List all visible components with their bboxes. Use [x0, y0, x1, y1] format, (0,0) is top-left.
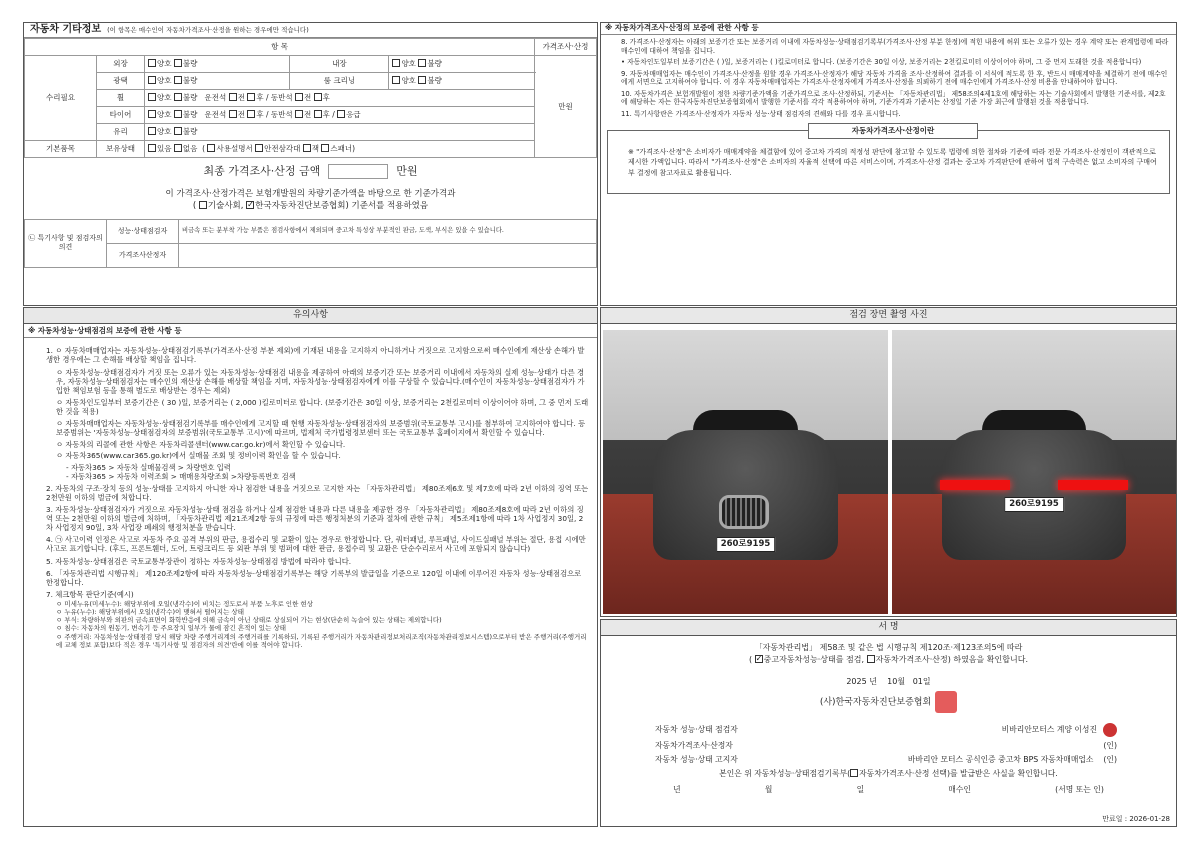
- final-amount-label: 최종 가격조사·산정 금액: [203, 164, 321, 178]
- wheel-rear-checkbox[interactable]: [247, 93, 255, 101]
- guarantee-item: 9. 자동차매매업자는 매수인이 가격조사·산정을 원할 경우 가격조사·산정자가 해당 자동차 가격을 조사·산정하여 결과를 이 서식에 적도록 한 후, 반드시 매매계약을 체결하기 전에 매수인에게 서면으로 고지하여야 합니다. 이 경우 자동차매매업자는 가격조사·산정자에게 가격조사·산정을 의뢰하기 전에 매수인에게 가격조사·산정 비용을 안내하여야 합니다.: [621, 69, 1168, 87]
- caution-item: - 자동차365 > 자동차 실매물검색 > 차량번호 입력: [66, 462, 231, 472]
- photo-header: 점검 장면 촬영 사진: [601, 308, 1176, 324]
- buyer-sign-row: 년 월 일 매수인 (서명 또는 인): [673, 784, 1104, 794]
- front-photo: [603, 330, 888, 614]
- interior-good-checkbox[interactable]: [392, 59, 400, 67]
- tire-label: 타이어: [97, 107, 145, 124]
- signature-panel: [600, 619, 1177, 827]
- glass-label: 유리: [97, 124, 145, 141]
- guarantee-list: [607, 38, 1170, 118]
- definition-title: 자동차가격조사·산정이란: [808, 123, 978, 138]
- buyer-confirm: 본인은 위 자동차성능·상태점검기록부( 자동차가격조사·산정 선택)를 발급받은 사실을 확인합니다.: [719, 769, 1058, 779]
- caution-item: 7. 체크항목 판단기준(예시): [46, 589, 134, 599]
- gloss-label: 광택: [97, 73, 145, 90]
- etc-info-title-row: [24, 23, 597, 38]
- car-rear-body: [942, 430, 1126, 560]
- caution-item: 4. ㉠ 사고이력 인정은 사고로 자동차 주요 골격 부위의 판금, 용접수리 및 교환이 있는 경우로 한정합니다. 단, 쿼터패널, 루프패널, 사이드실패널 부위는 절단, 용접 시에만 사고로 표기합니다. (후드, 프론트휀더, 도어, 트렁크리드 등 외판 부위 및 범퍼에 대한 판금, 용접수리 및 교환은 단순수리로서 사고에 포함되지 않습니다): [46, 535, 586, 554]
- etc-info-note: (이 항목은 매수인이 자동차가격조사·산정을 원하는 경우에만 적습니다): [107, 25, 309, 34]
- caution-item: 1. ㅇ 자동차매매업자는 자동차성능·상태점검기록부(가격조사·산정 부분 제외)에 기재된 내용을 고지하지 아니하거나 거짓으로 고지함으로써 매수인에게 재산상 손해가 발생한 경우에는 그 손해를 배상할 책임을 집니다.: [46, 346, 585, 365]
- wheel-front-checkbox[interactable]: [229, 93, 237, 101]
- wheel-good-checkbox[interactable]: [148, 93, 156, 101]
- guarantee-item: 8. 가격조사·산정자는 아래의 보증기간 또는 보증거리 이내에 자동차성능·상태점검기록부(가격조사·산정 부분 한정)에 적힌 내용에 허위 또는 오류가 있는 경우 계약 또는 관계법령에 따라 매수인에 대하여 책임을 집니다.: [621, 38, 1169, 55]
- tire-spare-checkbox[interactable]: [337, 110, 345, 118]
- kidney-grille-icon: [719, 495, 769, 529]
- caution-header: 유의사항: [24, 308, 597, 324]
- issue-date: 2025 년 10월 01일: [846, 677, 931, 687]
- signer-row: 자동차가격조사·산정자 (인): [655, 741, 1117, 751]
- caution-item: ㅇ 자동차매매업자는 자동차성능·상태점검기록부를 매수인에게 고지할 때 현행 자동차성능·상태점검자의 보증범위(국토교통부 고시)를 첨부하여 고지하여야 합니다. 등 보증범위는 '자동차성능·상태점검자의 보증범위(국토교통부 고시)'에 따르며, 법제처 국가법령정보센터 또는 국토교통부 홈페이지에서 확인할 수 있습니다.: [56, 419, 586, 438]
- wheel-passenger-rear-checkbox[interactable]: [314, 93, 322, 101]
- check-performance-checkbox[interactable]: [755, 655, 763, 663]
- opinion-label: ㉡ 특기사항 및 점검자의 의견: [25, 219, 107, 267]
- tire-front-checkbox[interactable]: [229, 110, 237, 118]
- signer-row: 자동차 성능·상태 고지자 바바리안 모터스 공식인증 중고차 BPS 자동차매매업소 (인): [655, 755, 1117, 765]
- signer-table: [651, 721, 1121, 767]
- caution-item: 3. 자동차성능·상태점검자가 거짓으로 자동차성능·상태 점검을 하거나 실제 점검한 내용과 다른 내용을 제공한 경우 「자동차관리법」 제80조제8호에 따라 2년 이하의 징역 또는 2천만원 이하의 벌금에 처하며, 「자동차관리법 제21조제2항 등의 규정에 따른 행정처분의 기준과 절차에 관한 규칙」 제5조제1항에 따라 1차 사업정지 30일, 2차 사업정지 90일, 3차 사업장 폐쇄의 행정처분을 받습니다.: [46, 505, 584, 533]
- caution-item: - 자동차365 > 자동차 이력조회 > 매매용차량조회 >차량등록번호 검색: [66, 471, 296, 481]
- glass-bad-checkbox[interactable]: [174, 127, 182, 135]
- caution-panel: [23, 307, 598, 827]
- tire-good-checkbox[interactable]: [148, 110, 156, 118]
- final-amount-input[interactable]: [328, 164, 388, 179]
- left-taillight-icon: [940, 480, 1010, 490]
- caution-item: ㅇ 미세누유(미세누수): 해당부위에 오일(냉각수)이 비치는 정도로서 부품 노후로 인한 현상: [56, 600, 313, 608]
- confirm-price-checkbox[interactable]: [850, 769, 858, 777]
- tire-rear-checkbox[interactable]: [247, 110, 255, 118]
- gloss-good-checkbox[interactable]: [148, 76, 156, 84]
- etc-info-panel: [23, 22, 598, 306]
- exterior-options: 양호 불량: [145, 56, 290, 73]
- col-item-header: 항 목: [25, 39, 535, 56]
- law-statement: 「자동차관리법」 제58조 및 같은 법 시행규칙 제120조·제123조의5에 따라 ( ✓중고자동차성능·상태를 점검, 자동차가격조사·산정) 하였음을 확인합니다.: [601, 642, 1176, 665]
- exterior-bad-checkbox[interactable]: [174, 59, 182, 67]
- none-checkbox[interactable]: [174, 144, 182, 152]
- wheel-bad-checkbox[interactable]: [174, 93, 182, 101]
- caution-item: ㅇ 주행거리: 자동차성능·상태점검 당시 해당 차량 주행거리계의 주행거리를 기록하되, 기록된 주행거리가 자동차관리정보처리조직(자동차관리정보시스템)으로부터 받은 주행거리(주행거리에 교체 정보 포함)보다 적은 경우 '특기사항 및 점검자의 의견'란에 이를 적어야 합니다.: [56, 632, 587, 649]
- final-amount-row: [24, 164, 597, 186]
- signer-row: 자동차 성능·상태 점검자 비바리안모터스 계양 이성진: [651, 721, 1121, 739]
- rear-plate: 260로9195: [1004, 497, 1064, 512]
- caution-item: ㅇ 자동차성능·상태점검자가 거짓 또는 오류가 있는 자동차성능·상태점검 내용을 제공하여 아래의 보증기간 또는 보증거리 이내에서 자동차의 실제 성능·상태가 다른 경우, 자동차성능·상태점검자는 매수인의 재산상 손해를 배상할 책임을 지며, 자동차성능·상태점검자에게 이를 구상할 수 있습니다.(매수인이 자동차성능·상태점검자가 가입한 책임보험 등을 통해 별도로 배상받는 경우는 제외): [56, 367, 585, 395]
- spanner-checkbox[interactable]: [321, 144, 329, 152]
- room-clean-label: 룸 크리닝: [290, 73, 389, 90]
- definition-box: [607, 126, 1170, 194]
- tire-passenger-rear-checkbox[interactable]: [314, 110, 322, 118]
- caution-title: ※ 자동차성능·상태점검의 보증에 관한 사항 등: [24, 324, 597, 338]
- manual-checkbox[interactable]: [207, 144, 215, 152]
- etc-info-title: 자동차 기타정보: [30, 23, 102, 35]
- inspector-stamp-icon: [1103, 723, 1117, 737]
- buyer-signature-field[interactable]: (서명 또는 인): [1055, 784, 1104, 794]
- guarantee-item: 11. 특기사항란은 가격조사·산정자가 자동차 성능·상태 점검자의 견해와 다를 경우 표시합니다.: [621, 109, 901, 118]
- exterior-good-checkbox[interactable]: [148, 59, 156, 67]
- wheel-label: 휠: [97, 90, 145, 107]
- guarantee-item: 10. 자동차가격은 보험개발원이 정한 차량기준가액을 기준가격으로 조사·산정하되, 기준서는 「자동차관리법」 제58조의4제1호에 해당하는 자는 기술사회에서 발행한 기준서를, 제2호에 해당하는 자는 한국자동차진단보증협회에서 발행한 기준서를 각각 적용하여야 하며, 기준가격과 기준서는 산정일 기준 가장 최근에 발행된 것을 적용합니다.: [621, 89, 1166, 107]
- guarantee-item: • 자동차인도일부터 보증기간은 ( )일, 보증거리는 ( )킬로미터로 합니다. (보증기간은 30일 이상, 보증거리는 2천킬로미터 이상이어야 하며, 그 중 먼저 도래한 것을 적용합니다): [621, 58, 1142, 67]
- col-price-header: 가격조사·산정: [535, 39, 597, 56]
- organization: (사)한국자동차진단보증협회: [601, 691, 1176, 713]
- caution-item: ㅇ 자동차의 리콜에 관한 사항은 자동차리콜센터(www.car.go.kr)에서 확인할 수 있습니다.: [56, 440, 346, 450]
- photo-panel: [600, 307, 1177, 617]
- basis-book-checkbox[interactable]: [199, 201, 207, 209]
- definition-text: ※ "가격조사·산정"은 소비자가 매매계약을 체결함에 있어 중고차 가격의 적정성 판단에 참고할 수 있도록 법령에 의한 절차와 기준에 따라 전문 가격조사·산정인이 객관적으로 제시한 가액입니다. 따라서 "가격조사·산정"은 소비자의 자율적 선택에 따른 서비스이며, 가격조사·산정 결과는 중고차 가격판단에 관하여 법적 구속력은 없고 소비자의 구매여부 결정에 참고자료로 활용됩니다.: [628, 148, 1157, 177]
- caution-item: 6. 「자동차관리법 시행규칙」 제120조제2항에 따라 자동차성능·상태점검기록부는 해당 기록부의 발급일을 기준으로 120일 이내에 이루어진 자동차 성능·상태점검으로 한정합니다.: [46, 568, 582, 587]
- room-bad-checkbox[interactable]: [418, 76, 426, 84]
- guarantee-title: ※ 자동차가격조사·산정의 보증에 관한 사항 등: [601, 23, 1176, 35]
- check-price-checkbox[interactable]: [867, 655, 875, 663]
- glass-good-checkbox[interactable]: [148, 127, 156, 135]
- caution-body: [24, 338, 597, 650]
- rear-photo: [892, 330, 1176, 614]
- room-good-checkbox[interactable]: [392, 76, 400, 84]
- caution-item: 5. 자동차성능·상태점검은 국토교통부장관이 정하는 자동차성능·상태점검 방법에 따라야 합니다.: [46, 556, 352, 566]
- basis-line: 이 가격조사·산정가격은 보험개발원의 차량기준가액을 바탕으로 한 기준가격과: [165, 189, 456, 199]
- front-plate: 260로9195: [716, 537, 776, 552]
- caution-item: ㅇ 자동차365(www.car365.go.kr)에서 실매물 조회 및 정비이력 확인을 할 수 있습니다.: [56, 451, 341, 461]
- interior-bad-checkbox[interactable]: [418, 59, 426, 67]
- exterior-label: 외장: [97, 56, 145, 73]
- price-inspector-label: 가격조사산정자: [107, 243, 179, 267]
- guarantee-panel: [600, 22, 1177, 306]
- tire-passenger-front-checkbox[interactable]: [295, 110, 303, 118]
- final-amount-unit: 만원: [396, 164, 418, 178]
- interior-label: 내장: [290, 56, 389, 73]
- inspector-label: 성능·상태점검자: [107, 219, 179, 243]
- wheel-passenger-front-checkbox[interactable]: [295, 93, 303, 101]
- jack-checkbox[interactable]: [303, 144, 311, 152]
- signature-header: 서 명: [601, 620, 1176, 636]
- inspector-opinion: 비금속 또는 분부착 가능 부품은 점검사항에서 제외되며 중고차 특성상 부분적인 판금, 도색, 부식은 있을 수 있습니다.: [179, 219, 597, 243]
- org-seal-icon: [935, 691, 957, 713]
- possession-label: 보유상태: [97, 141, 145, 158]
- basic-items-label: 기본품목: [25, 141, 97, 158]
- basis-statement: 이 가격조사·산정가격은 보험개발원의 차량기준가액을 바탕으로 한 기준가격과 ( 기술사회, ✓ 한국자동차진단보증협회) 기준서를 적용하였음: [24, 188, 597, 213]
- caution-item: ㅇ 누유(누수): 해당부위에서 오일(냉각수)이 맺혀서 떨어지는 상태: [56, 608, 244, 617]
- opinion-table: [24, 219, 597, 268]
- etc-info-table: 항 목 가격조사·산정 수리필요 외장 양호 불량 내장 양호 불량 만원 광택 양호 불량 룸 크리닝 양호 불량 휠 양호 불량 운전석 전 후 / 동반석 전 후 타이어 양호 불량 운전석 전 후 / 동반석 전 후 / 응급 유리 양호 불량 기본품목 보유상태 있음 없음 ( 사용설명서 안전삼각대 잭 스패너): [24, 38, 597, 158]
- caution-item: 2. 자동차의 구조·장치 등의 성능·상태를 고지하지 아니한 자나 점검한 내용을 거짓으로 고지한 자는 「자동차관리법」 제80조제6호 및 제7호에 따라 2년 이하의 징역 또는 2천만원 이하의 벌금에 처합니다.: [46, 483, 589, 502]
- triangle-checkbox[interactable]: [255, 144, 263, 152]
- repair-label: 수리필요: [25, 56, 97, 141]
- right-taillight-icon: [1058, 480, 1128, 490]
- gloss-bad-checkbox[interactable]: [174, 76, 182, 84]
- price-inspector-opinion[interactable]: [179, 243, 597, 267]
- interior-options: 양호 불량: [389, 56, 535, 73]
- tire-bad-checkbox[interactable]: [174, 110, 182, 118]
- caution-item: ㅇ 부식: 차량하부와 외판의 금속표면이 화학반응에 의해 금속이 아닌 상태로 상실되어 가는 현상(단순히 녹슬어 있는 상태는 제외합니다): [56, 616, 442, 625]
- expiry-date: 만료일 : 2026-01-28: [1102, 815, 1170, 824]
- caution-item: ㅇ 침수: 자동차의 원동기, 변속기 등 주요장치 일부가 물에 잠긴 흔적이 있는 상태: [56, 624, 286, 633]
- basis-assoc-checkbox[interactable]: [246, 201, 254, 209]
- price-cell: 만원: [535, 56, 597, 158]
- caution-item: ㅇ 자동차인도일부터 보증기간은 ( 30 )일, 보증거리는 ( 2,000 )킬로미터로 합니다. (보증기간은 30일 이상, 보증거리는 2천킬로미터 이상이어야 하며, 그 중 먼저 도래한 것을 적용): [56, 397, 589, 417]
- have-checkbox[interactable]: [148, 144, 156, 152]
